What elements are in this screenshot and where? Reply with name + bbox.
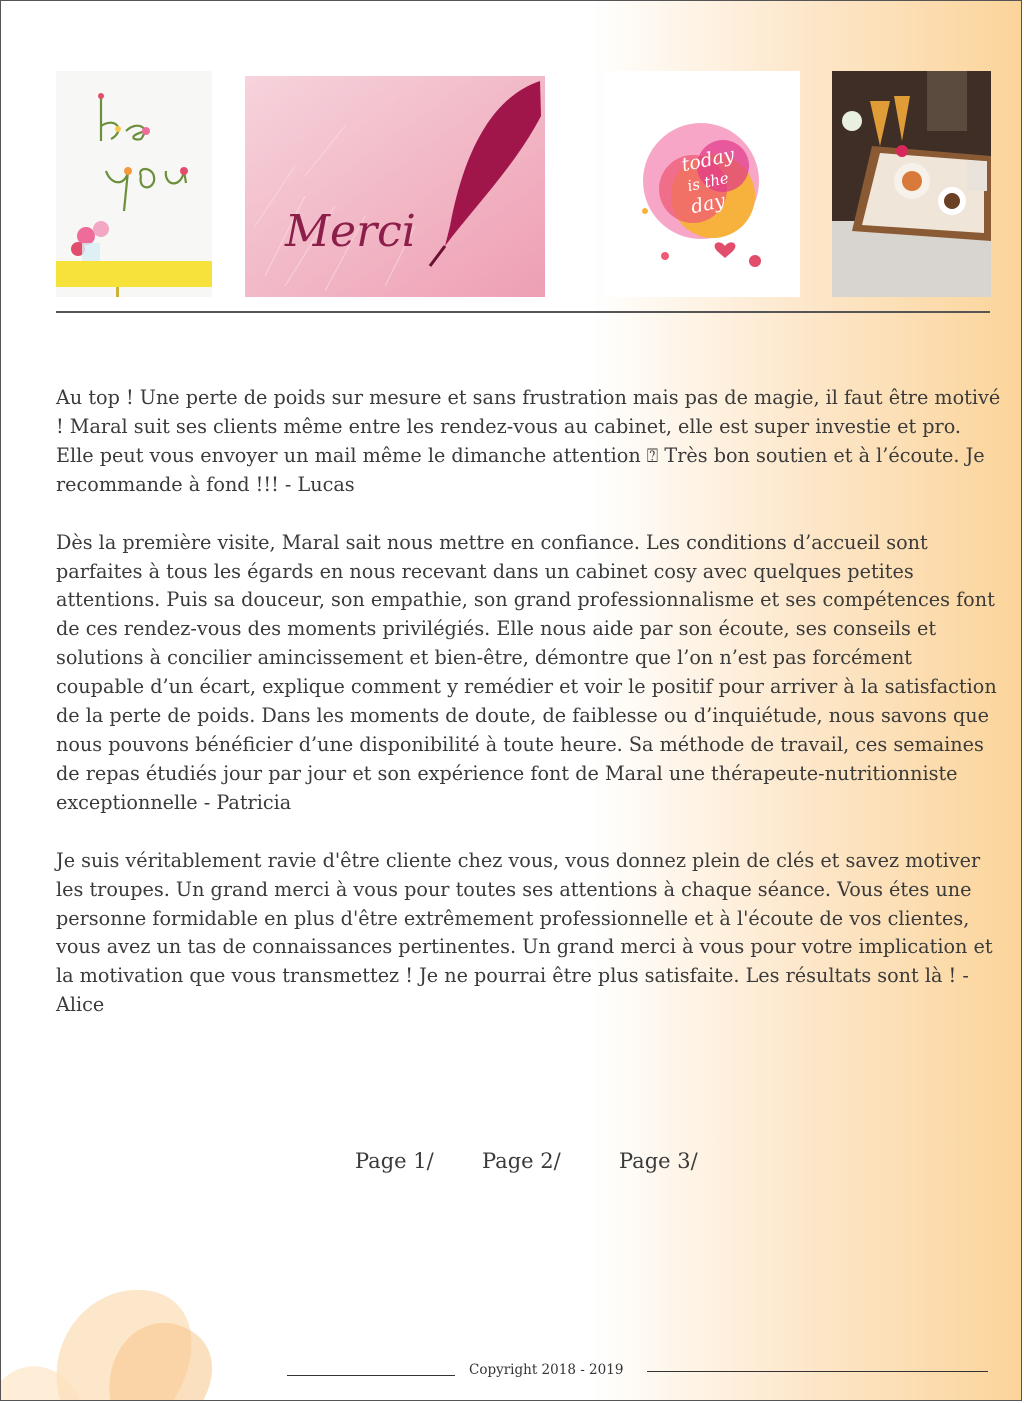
page-3-link[interactable]: Page 3/ [619,1149,698,1173]
merci-text: Merci [285,206,416,257]
header-divider [56,311,990,313]
today-line-2: is the [685,168,731,196]
breakfast-tray-image [832,71,991,297]
testimonial-alice: Je suis véritablement ravie d'être cliente chez vous, vous donnez plein de clés et savez motiver les troupes. Un grand merci à vous pour toutes ses attentions à chaque séance. Vous étes une personne formidable en plus d'être extrêmement professionnelle et à l'écoute de vos clientes, vous avez un tas de connaissances pertinentes. Un grand merci à vous pour votre implication et la motivation que vous transmettez ! Je ne pourrai être plus satisfaite. Les résultats sont là ! - Alice [56,848,993,1017]
merci-feather-image [245,76,545,297]
today-text [673,143,743,219]
copyright-text: Copyright 2018 - 2019 [469,1362,624,1378]
today-is-the-day-image [605,71,800,297]
orange-peel-decoration [1,1221,301,1401]
today-line-3: day [688,189,728,219]
be-you-image [56,71,212,297]
footer-rule-left [287,1375,455,1376]
footer-rule-right [647,1371,988,1372]
testimonial-patricia: Dès la première visite, Maral sait nous mettre en confiance. Les conditions d’accueil sont parfaites à tous les égards en nous recevant dans un cabinet cosy avec quelques petites attentions. Puis sa douceur, son empathie, son grand professionnalisme et ses compétences font de ces rendez-vous des moments privilégiés. Elle nous aide par son écoute, ses conseils et solutions à concilier amincissement et bien-être, démontre que l’on n’est pas forcément coupable d’un écart, explique comment y remédier et voir le positif pour arriver à la satisfaction de la perte de poids. Dans les moments de doute, de faiblesse ou d’inquiétude, nous savons que nous pouvons bénéficier d’une disponibilité à toute heure. Sa méthode de travail, ces semaines de repas étudiés jour par jour et son expérience font de Maral une thérapeute-nutritionniste exceptionnelle - Patricia [56,530,997,814]
page-1-link[interactable]: Page 1/ [355,1149,434,1173]
testimonial-lucas: Au top ! Une perte de poids sur mesure et sans frustration mais pas de magie, il faut être motivé ! Maral suit ses clients même entre les rendez-vous au cabinet, elle est super investie et pro. Elle peut vous envoyer un mail même le dimanche attention ⍰ Très bon soutien et à l’écoute. Je recommande à fond !!! - Lucas [56,386,1001,496]
today-line-1: today [679,143,737,177]
testimonials [56,384,1006,1049]
page-2-link[interactable]: Page 2/ [482,1149,561,1173]
